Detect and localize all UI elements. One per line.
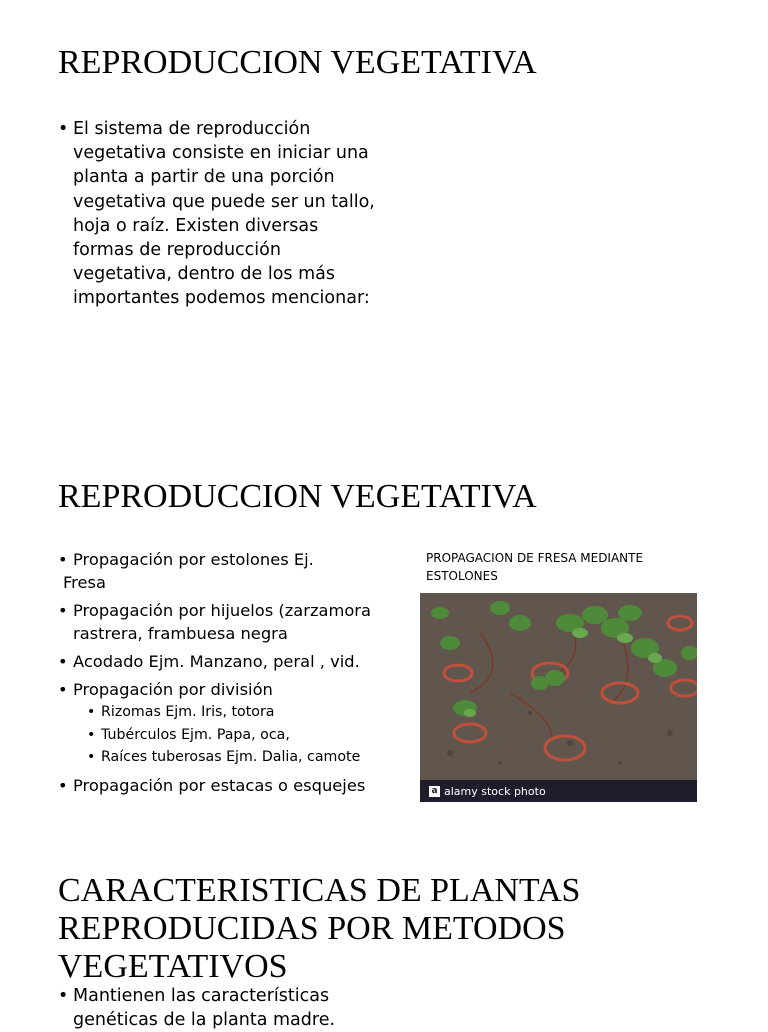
bullet-hijuelos: • Propagación por hijuelos (zarzamora rastrera, frambuesa negra <box>73 599 393 645</box>
bullet-division: • Propagación por división <box>73 678 393 701</box>
sub-bullet-tuberculos: • Tubérculos Ejm. Papa, oca, <box>73 724 393 747</box>
bullet-caracteristicas: • Mantienen las características genéticas de la planta madre. <box>73 984 393 1032</box>
slide-3-bullets <box>73 984 393 1032</box>
bullet-estacas: • Propagación por estacas o esquejes <box>73 774 393 797</box>
slide-1-paragraph: • El sistema de reproducción vegetativa consiste en iniciar una planta a partir de una porción vegetativa que puede ser un tallo, hoja o raíz. Existen diversas formas de reproducción vegetativa, dentro de los más importantes podemos mencionar: <box>73 117 383 311</box>
slide-2-title: REPRODUCCION VEGETATIVA <box>58 478 537 515</box>
photo-credit-bar <box>420 780 697 802</box>
strawberry-photo-illustration <box>420 593 697 802</box>
slide-2-bullets <box>63 548 393 802</box>
alamy-logo-icon: a <box>429 786 440 797</box>
division-sub-bullets <box>73 701 393 769</box>
sub-bullets-wrapper <box>73 701 393 769</box>
bullet-estolones-cont: Fresa <box>63 573 106 592</box>
bullet-acodado: • Acodado Ejm. Manzano, peral , vid. <box>73 650 393 673</box>
bullet-estolones: • Propagación por estolones Ej. <box>73 548 393 571</box>
strawberry-photo <box>420 593 697 802</box>
slide-2 <box>0 430 768 840</box>
photo-caption: PROPAGACION DE FRESA MEDIANTE ESTOLONES <box>426 551 644 583</box>
slide-1 <box>0 0 768 420</box>
slide-3 <box>0 860 768 1031</box>
sub-bullet-raices: • Raíces tuberosas Ejm. Dalia, camote <box>73 746 393 769</box>
slide-3-title: CARACTERISTICAS DE PLANTAS REPRODUCIDAS POR METODOS VEGETATIVOS <box>58 872 581 985</box>
slide-1-bullets <box>73 117 383 311</box>
photo-credit: alamy stock photo <box>444 784 546 798</box>
sub-bullet-rizomas: • Rizomas Ejm. Iris, totora <box>73 701 393 724</box>
slide-1-title: REPRODUCCION VEGETATIVA <box>58 44 537 81</box>
